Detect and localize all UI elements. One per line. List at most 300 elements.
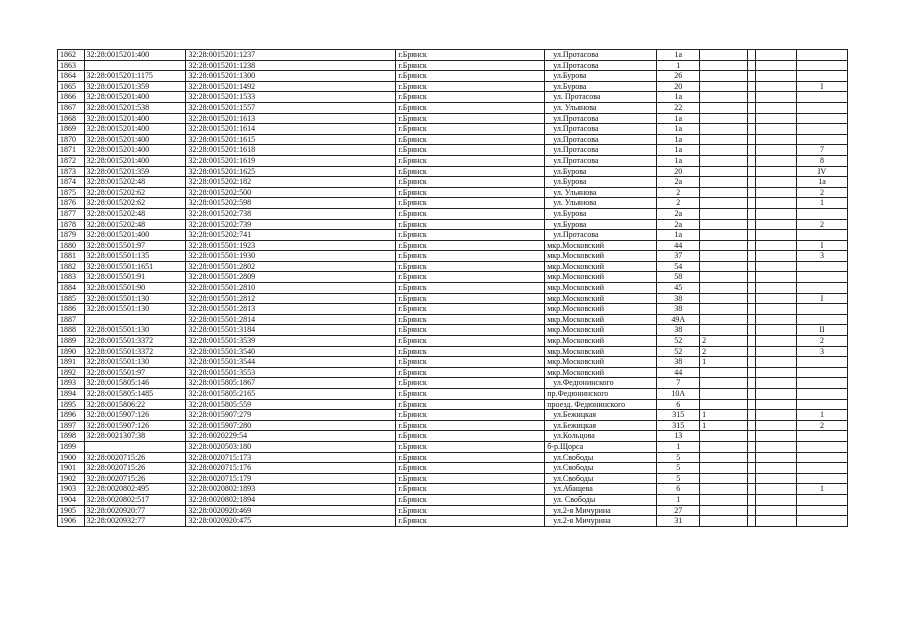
extra-cell-4 <box>796 71 847 82</box>
extra-cell-3 <box>756 145 797 156</box>
extra-cell-1 <box>700 505 748 516</box>
house-number-cell: 26 <box>657 71 700 82</box>
table-row <box>58 230 848 241</box>
extra-cell-3 <box>756 516 797 527</box>
city-cell: г.Брянск <box>396 240 545 251</box>
row-number-cell: 1867 <box>58 102 85 113</box>
object-number-cell: 32:28:0020715:176 <box>186 463 396 474</box>
extra-cell-4 <box>796 494 847 505</box>
extra-cell-3 <box>756 505 797 516</box>
parcel-number-cell: 32:28:0015501:97 <box>84 367 186 378</box>
table-row <box>58 177 848 188</box>
street-cell: ул.Протасова <box>545 134 657 145</box>
extra-cell-4: 3 <box>796 251 847 262</box>
row-number-cell: 1889 <box>58 336 85 347</box>
row-number-cell: 1882 <box>58 261 85 272</box>
register-rows <box>58 50 848 527</box>
table-row <box>58 357 848 368</box>
extra-cell-4 <box>796 473 847 484</box>
row-number-cell: 1895 <box>58 399 85 410</box>
extra-cell-1 <box>700 230 748 241</box>
city-cell: г.Брянск <box>396 187 545 198</box>
parcel-number-cell <box>84 441 186 452</box>
extra-cell-3 <box>756 102 797 113</box>
table-row <box>58 71 848 82</box>
extra-cell-4 <box>796 283 847 294</box>
extra-cell-3 <box>756 92 797 103</box>
extra-cell-3 <box>756 452 797 463</box>
street-cell: мкр.Московский <box>545 336 657 347</box>
extra-cell-3 <box>756 71 797 82</box>
parcel-number-cell: 32:28:0015201:400 <box>84 124 186 135</box>
house-number-cell: 37 <box>657 251 700 262</box>
parcel-number-cell: 32:28:0015201:400 <box>84 155 186 166</box>
extra-cell-2 <box>748 251 756 262</box>
extra-cell-3 <box>756 314 797 325</box>
object-number-cell: 32:28:0015501:3544 <box>186 357 396 368</box>
object-number-cell: 32:28:0015501:3553 <box>186 367 396 378</box>
object-number-cell: 32:28:0015202:182 <box>186 177 396 188</box>
house-number-cell: 58 <box>657 272 700 283</box>
extra-cell-3 <box>756 484 797 495</box>
object-number-cell: 32:28:0015201:1615 <box>186 134 396 145</box>
parcel-number-cell: 32:28:0015201:400 <box>84 230 186 241</box>
extra-cell-2 <box>748 516 756 527</box>
extra-cell-4 <box>796 92 847 103</box>
extra-cell-2 <box>748 155 756 166</box>
row-number-cell: 1876 <box>58 198 85 209</box>
table-row <box>58 198 848 209</box>
street-cell: мкр.Московский <box>545 272 657 283</box>
street-cell: ул.Свободы <box>545 473 657 484</box>
city-cell: г.Брянск <box>396 251 545 262</box>
object-number-cell: 32:28:0015501:3540 <box>186 346 396 357</box>
city-cell: г.Брянск <box>396 410 545 421</box>
city-cell: г.Брянск <box>396 357 545 368</box>
table-row <box>58 304 848 315</box>
parcel-number-cell: 32:28:0015805:1485 <box>84 389 186 400</box>
city-cell: г.Брянск <box>396 336 545 347</box>
parcel-number-cell: 32:28:0015501:1651 <box>84 261 186 272</box>
row-number-cell: 1890 <box>58 346 85 357</box>
object-number-cell: 32:28:0015501:1930 <box>186 251 396 262</box>
house-number-cell: 1а <box>657 113 700 124</box>
city-cell: г.Брянск <box>396 516 545 527</box>
row-number-cell: 1898 <box>58 431 85 442</box>
object-number-cell: 32:28:0020715:179 <box>186 473 396 484</box>
city-cell: г.Брянск <box>396 155 545 166</box>
extra-cell-3 <box>756 304 797 315</box>
house-number-cell: 2 <box>657 187 700 198</box>
extra-cell-1 <box>700 494 748 505</box>
extra-cell-1 <box>700 293 748 304</box>
table-row <box>58 134 848 145</box>
extra-cell-4: I <box>796 81 847 92</box>
extra-cell-2 <box>748 304 756 315</box>
object-number-cell: 32:28:0020920:469 <box>186 505 396 516</box>
city-cell: г.Брянск <box>396 304 545 315</box>
extra-cell-4: 7 <box>796 145 847 156</box>
house-number-cell: 27 <box>657 505 700 516</box>
street-cell: ул.2-я Мичурина <box>545 516 657 527</box>
street-cell: ул.Бурова <box>545 71 657 82</box>
extra-cell-1 <box>700 251 748 262</box>
extra-cell-3 <box>756 155 797 166</box>
house-number-cell: 44 <box>657 240 700 251</box>
extra-cell-3 <box>756 367 797 378</box>
table-row <box>58 60 848 71</box>
extra-cell-2 <box>748 463 756 474</box>
object-number-cell: 32:28:0015501:2814 <box>186 314 396 325</box>
street-cell: ул.Протасова <box>545 60 657 71</box>
street-cell: ул.Бурова <box>545 208 657 219</box>
extra-cell-2 <box>748 134 756 145</box>
extra-cell-1 <box>700 314 748 325</box>
city-cell: г.Брянск <box>396 134 545 145</box>
city-cell: г.Брянск <box>396 441 545 452</box>
extra-cell-1 <box>700 124 748 135</box>
object-number-cell: 32:28:0015201:1614 <box>186 124 396 135</box>
parcel-number-cell: 32:28:0015201:400 <box>84 134 186 145</box>
extra-cell-1 <box>700 283 748 294</box>
extra-cell-3 <box>756 208 797 219</box>
city-cell: г.Брянск <box>396 505 545 516</box>
parcel-number-cell: 32:28:0015501:130 <box>84 325 186 336</box>
street-cell: ул.Протасова <box>545 155 657 166</box>
row-number-cell: 1880 <box>58 240 85 251</box>
extra-cell-2 <box>748 431 756 442</box>
extra-cell-1 <box>700 113 748 124</box>
extra-cell-2 <box>748 378 756 389</box>
extra-cell-2 <box>748 92 756 103</box>
city-cell: г.Брянск <box>396 283 545 294</box>
table-row <box>58 367 848 378</box>
house-number-cell: 1 <box>657 494 700 505</box>
extra-cell-2 <box>748 325 756 336</box>
extra-cell-2 <box>748 357 756 368</box>
row-number-cell: 1878 <box>58 219 85 230</box>
object-number-cell: 32:28:0015201:1237 <box>186 50 396 61</box>
extra-cell-2 <box>748 314 756 325</box>
object-number-cell: 32:28:0015201:1613 <box>186 113 396 124</box>
house-number-cell: 1а <box>657 134 700 145</box>
extra-cell-1: 1 <box>700 420 748 431</box>
street-cell: ул. Ульянова <box>545 102 657 113</box>
table-row <box>58 484 848 495</box>
extra-cell-3 <box>756 251 797 262</box>
row-number-cell: 1863 <box>58 60 85 71</box>
house-number-cell: 22 <box>657 102 700 113</box>
street-cell: мкр.Московский <box>545 325 657 336</box>
table-row <box>58 145 848 156</box>
table-row <box>58 272 848 283</box>
extra-cell-4 <box>796 124 847 135</box>
table-row <box>58 441 848 452</box>
house-number-cell: 5 <box>657 452 700 463</box>
extra-cell-1 <box>700 431 748 442</box>
house-number-cell: 10А <box>657 389 700 400</box>
city-cell: г.Брянск <box>396 219 545 230</box>
row-number-cell: 1906 <box>58 516 85 527</box>
object-number-cell: 32:28:0015201:1300 <box>186 71 396 82</box>
extra-cell-1 <box>700 473 748 484</box>
table-row <box>58 187 848 198</box>
parcel-number-cell: 32:28:0015201:400 <box>84 145 186 156</box>
extra-cell-2 <box>748 473 756 484</box>
extra-cell-3 <box>756 420 797 431</box>
table-row <box>58 92 848 103</box>
table-row <box>58 240 848 251</box>
house-number-cell: 2 <box>657 198 700 209</box>
row-number-cell: 1862 <box>58 50 85 61</box>
row-number-cell: 1902 <box>58 473 85 484</box>
street-cell: ул.Бурова <box>545 177 657 188</box>
object-number-cell: 32:28:0020802:1893 <box>186 484 396 495</box>
extra-cell-1 <box>700 441 748 452</box>
object-number-cell: 32:28:0015201:1238 <box>186 60 396 71</box>
street-cell: ул. Ульянова <box>545 187 657 198</box>
extra-cell-1 <box>700 155 748 166</box>
house-number-cell: 52 <box>657 346 700 357</box>
row-number-cell: 1869 <box>58 124 85 135</box>
object-number-cell: 32:28:0015907:280 <box>186 420 396 431</box>
extra-cell-3 <box>756 325 797 336</box>
house-number-cell: 1а <box>657 230 700 241</box>
parcel-number-cell: 32:28:0015201:400 <box>84 92 186 103</box>
row-number-cell: 1873 <box>58 166 85 177</box>
extra-cell-4 <box>796 516 847 527</box>
table-row <box>58 251 848 262</box>
extra-cell-3 <box>756 441 797 452</box>
table-row <box>58 81 848 92</box>
object-number-cell: 32:28:0015805:1867 <box>186 378 396 389</box>
parcel-number-cell: 32:28:0015501:3372 <box>84 346 186 357</box>
table-row <box>58 431 848 442</box>
parcel-number-cell: 32:28:0015501:91 <box>84 272 186 283</box>
extra-cell-4 <box>796 441 847 452</box>
street-cell: ул.Протасова <box>545 230 657 241</box>
street-cell: ул.Бурова <box>545 166 657 177</box>
extra-cell-3 <box>756 410 797 421</box>
extra-cell-4: 2 <box>796 336 847 347</box>
house-number-cell: 1а <box>657 124 700 135</box>
extra-cell-2 <box>748 399 756 410</box>
extra-cell-4 <box>796 134 847 145</box>
city-cell: г.Брянск <box>396 367 545 378</box>
city-cell: г.Брянск <box>396 389 545 400</box>
extra-cell-2 <box>748 71 756 82</box>
extra-cell-4 <box>796 60 847 71</box>
parcel-number-cell: 32:28:0020715:26 <box>84 473 186 484</box>
street-cell: ул.Бурова <box>545 81 657 92</box>
table-row <box>58 102 848 113</box>
row-number-cell: 1865 <box>58 81 85 92</box>
extra-cell-1: 2 <box>700 336 748 347</box>
house-number-cell: 6 <box>657 399 700 410</box>
extra-cell-4: 1 <box>796 410 847 421</box>
city-cell: г.Брянск <box>396 494 545 505</box>
row-number-cell: 1885 <box>58 293 85 304</box>
street-cell: ул. Свободы <box>545 494 657 505</box>
city-cell: г.Брянск <box>396 325 545 336</box>
extra-cell-3 <box>756 177 797 188</box>
street-cell: ул. Протасова <box>545 92 657 103</box>
table-row <box>58 293 848 304</box>
house-number-cell: 7 <box>657 378 700 389</box>
extra-cell-4 <box>796 463 847 474</box>
extra-cell-1 <box>700 166 748 177</box>
parcel-number-cell: 32:28:0015806:22 <box>84 399 186 410</box>
object-number-cell: 32:28:0015501:2810 <box>186 283 396 294</box>
extra-cell-3 <box>756 389 797 400</box>
city-cell: г.Брянск <box>396 399 545 410</box>
row-number-cell: 1881 <box>58 251 85 262</box>
table-row <box>58 113 848 124</box>
extra-cell-1 <box>700 208 748 219</box>
row-number-cell: 1900 <box>58 452 85 463</box>
object-number-cell: 32:28:0015501:2809 <box>186 272 396 283</box>
extra-cell-1: 1 <box>700 410 748 421</box>
extra-cell-4 <box>796 367 847 378</box>
parcel-number-cell: 32:28:0015202:62 <box>84 198 186 209</box>
table-row <box>58 494 848 505</box>
street-cell: мкр.Московский <box>545 367 657 378</box>
extra-cell-1 <box>700 71 748 82</box>
object-number-cell: 32:28:0020503:180 <box>186 441 396 452</box>
extra-cell-3 <box>756 346 797 357</box>
row-number-cell: 1887 <box>58 314 85 325</box>
extra-cell-2 <box>748 230 756 241</box>
row-number-cell: 1893 <box>58 378 85 389</box>
extra-cell-3 <box>756 134 797 145</box>
object-number-cell: 32:28:0015201:1619 <box>186 155 396 166</box>
street-cell: мкр.Московский <box>545 251 657 262</box>
parcel-number-cell: 32:28:0015201:400 <box>84 113 186 124</box>
extra-cell-4: I <box>796 240 847 251</box>
extra-cell-4: IV <box>796 166 847 177</box>
city-cell: г.Брянск <box>396 208 545 219</box>
extra-cell-2 <box>748 441 756 452</box>
extra-cell-4: II <box>796 325 847 336</box>
extra-cell-4 <box>796 399 847 410</box>
parcel-number-cell: 32:28:0015907:126 <box>84 420 186 431</box>
extra-cell-1 <box>700 240 748 251</box>
city-cell: г.Брянск <box>396 71 545 82</box>
extra-cell-4 <box>796 378 847 389</box>
extra-cell-3 <box>756 261 797 272</box>
city-cell: г.Брянск <box>396 272 545 283</box>
extra-cell-4: 8 <box>796 155 847 166</box>
extra-cell-4 <box>796 208 847 219</box>
street-cell: мкр.Московский <box>545 283 657 294</box>
house-number-cell: 1а <box>657 50 700 61</box>
table-row <box>58 378 848 389</box>
extra-cell-4 <box>796 357 847 368</box>
extra-cell-4 <box>796 431 847 442</box>
city-cell: г.Брянск <box>396 378 545 389</box>
parcel-number-cell: 32:28:0015202:48 <box>84 208 186 219</box>
extra-cell-2 <box>748 240 756 251</box>
house-number-cell: 6 <box>657 484 700 495</box>
row-number-cell: 1896 <box>58 410 85 421</box>
extra-cell-2 <box>748 336 756 347</box>
extra-cell-2 <box>748 283 756 294</box>
street-cell: ул.Протасова <box>545 113 657 124</box>
extra-cell-1 <box>700 272 748 283</box>
city-cell: г.Брянск <box>396 293 545 304</box>
extra-cell-1 <box>700 389 748 400</box>
city-cell: г.Брянск <box>396 484 545 495</box>
extra-cell-4 <box>796 389 847 400</box>
parcel-number-cell: 32:28:0015201:359 <box>84 166 186 177</box>
extra-cell-1 <box>700 367 748 378</box>
city-cell: г.Брянск <box>396 420 545 431</box>
extra-cell-2 <box>748 389 756 400</box>
house-number-cell: 49А <box>657 314 700 325</box>
extra-cell-3 <box>756 272 797 283</box>
extra-cell-2 <box>748 198 756 209</box>
house-number-cell: 13 <box>657 431 700 442</box>
street-cell: мкр.Московский <box>545 346 657 357</box>
table-row <box>58 325 848 336</box>
row-number-cell: 1888 <box>58 325 85 336</box>
extra-cell-4: 1 <box>796 198 847 209</box>
house-number-cell: 20 <box>657 81 700 92</box>
table-row <box>58 505 848 516</box>
extra-cell-2 <box>748 208 756 219</box>
house-number-cell: 2а <box>657 219 700 230</box>
extra-cell-2 <box>748 505 756 516</box>
object-number-cell: 32:28:0015202:738 <box>186 208 396 219</box>
extra-cell-4: 1а <box>796 177 847 188</box>
city-cell: г.Брянск <box>396 346 545 357</box>
extra-cell-2 <box>748 452 756 463</box>
street-cell: ул.Бурова <box>545 219 657 230</box>
extra-cell-3 <box>756 124 797 135</box>
house-number-cell: 31 <box>657 516 700 527</box>
extra-cell-4 <box>796 272 847 283</box>
house-number-cell: 52 <box>657 336 700 347</box>
parcel-number-cell: 32:28:0020920:77 <box>84 505 186 516</box>
city-cell: г.Брянск <box>396 113 545 124</box>
row-number-cell: 1901 <box>58 463 85 474</box>
parcel-number-cell: 32:28:0015201:538 <box>84 102 186 113</box>
parcel-number-cell: 32:28:0015202:48 <box>84 219 186 230</box>
extra-cell-4: I <box>796 293 847 304</box>
object-number-cell: 32:28:0015501:3539 <box>186 336 396 347</box>
house-number-cell: 5 <box>657 463 700 474</box>
city-cell: г.Брянск <box>396 473 545 484</box>
city-cell: г.Брянск <box>396 81 545 92</box>
register-table <box>57 49 848 527</box>
parcel-number-cell: 32:28:0015501:130 <box>84 357 186 368</box>
row-number-cell: 1892 <box>58 367 85 378</box>
parcel-number-cell: 32:28:0015501:130 <box>84 304 186 315</box>
extra-cell-1 <box>700 50 748 61</box>
extra-cell-2 <box>748 60 756 71</box>
extra-cell-3 <box>756 166 797 177</box>
extra-cell-3 <box>756 378 797 389</box>
row-number-cell: 1903 <box>58 484 85 495</box>
extra-cell-4 <box>796 314 847 325</box>
house-number-cell: 20 <box>657 166 700 177</box>
object-number-cell: 32:28:0015202:500 <box>186 187 396 198</box>
row-number-cell: 1875 <box>58 187 85 198</box>
extra-cell-2 <box>748 484 756 495</box>
parcel-number-cell: 32:28:0020932:77 <box>84 516 186 527</box>
extra-cell-2 <box>748 261 756 272</box>
extra-cell-3 <box>756 219 797 230</box>
